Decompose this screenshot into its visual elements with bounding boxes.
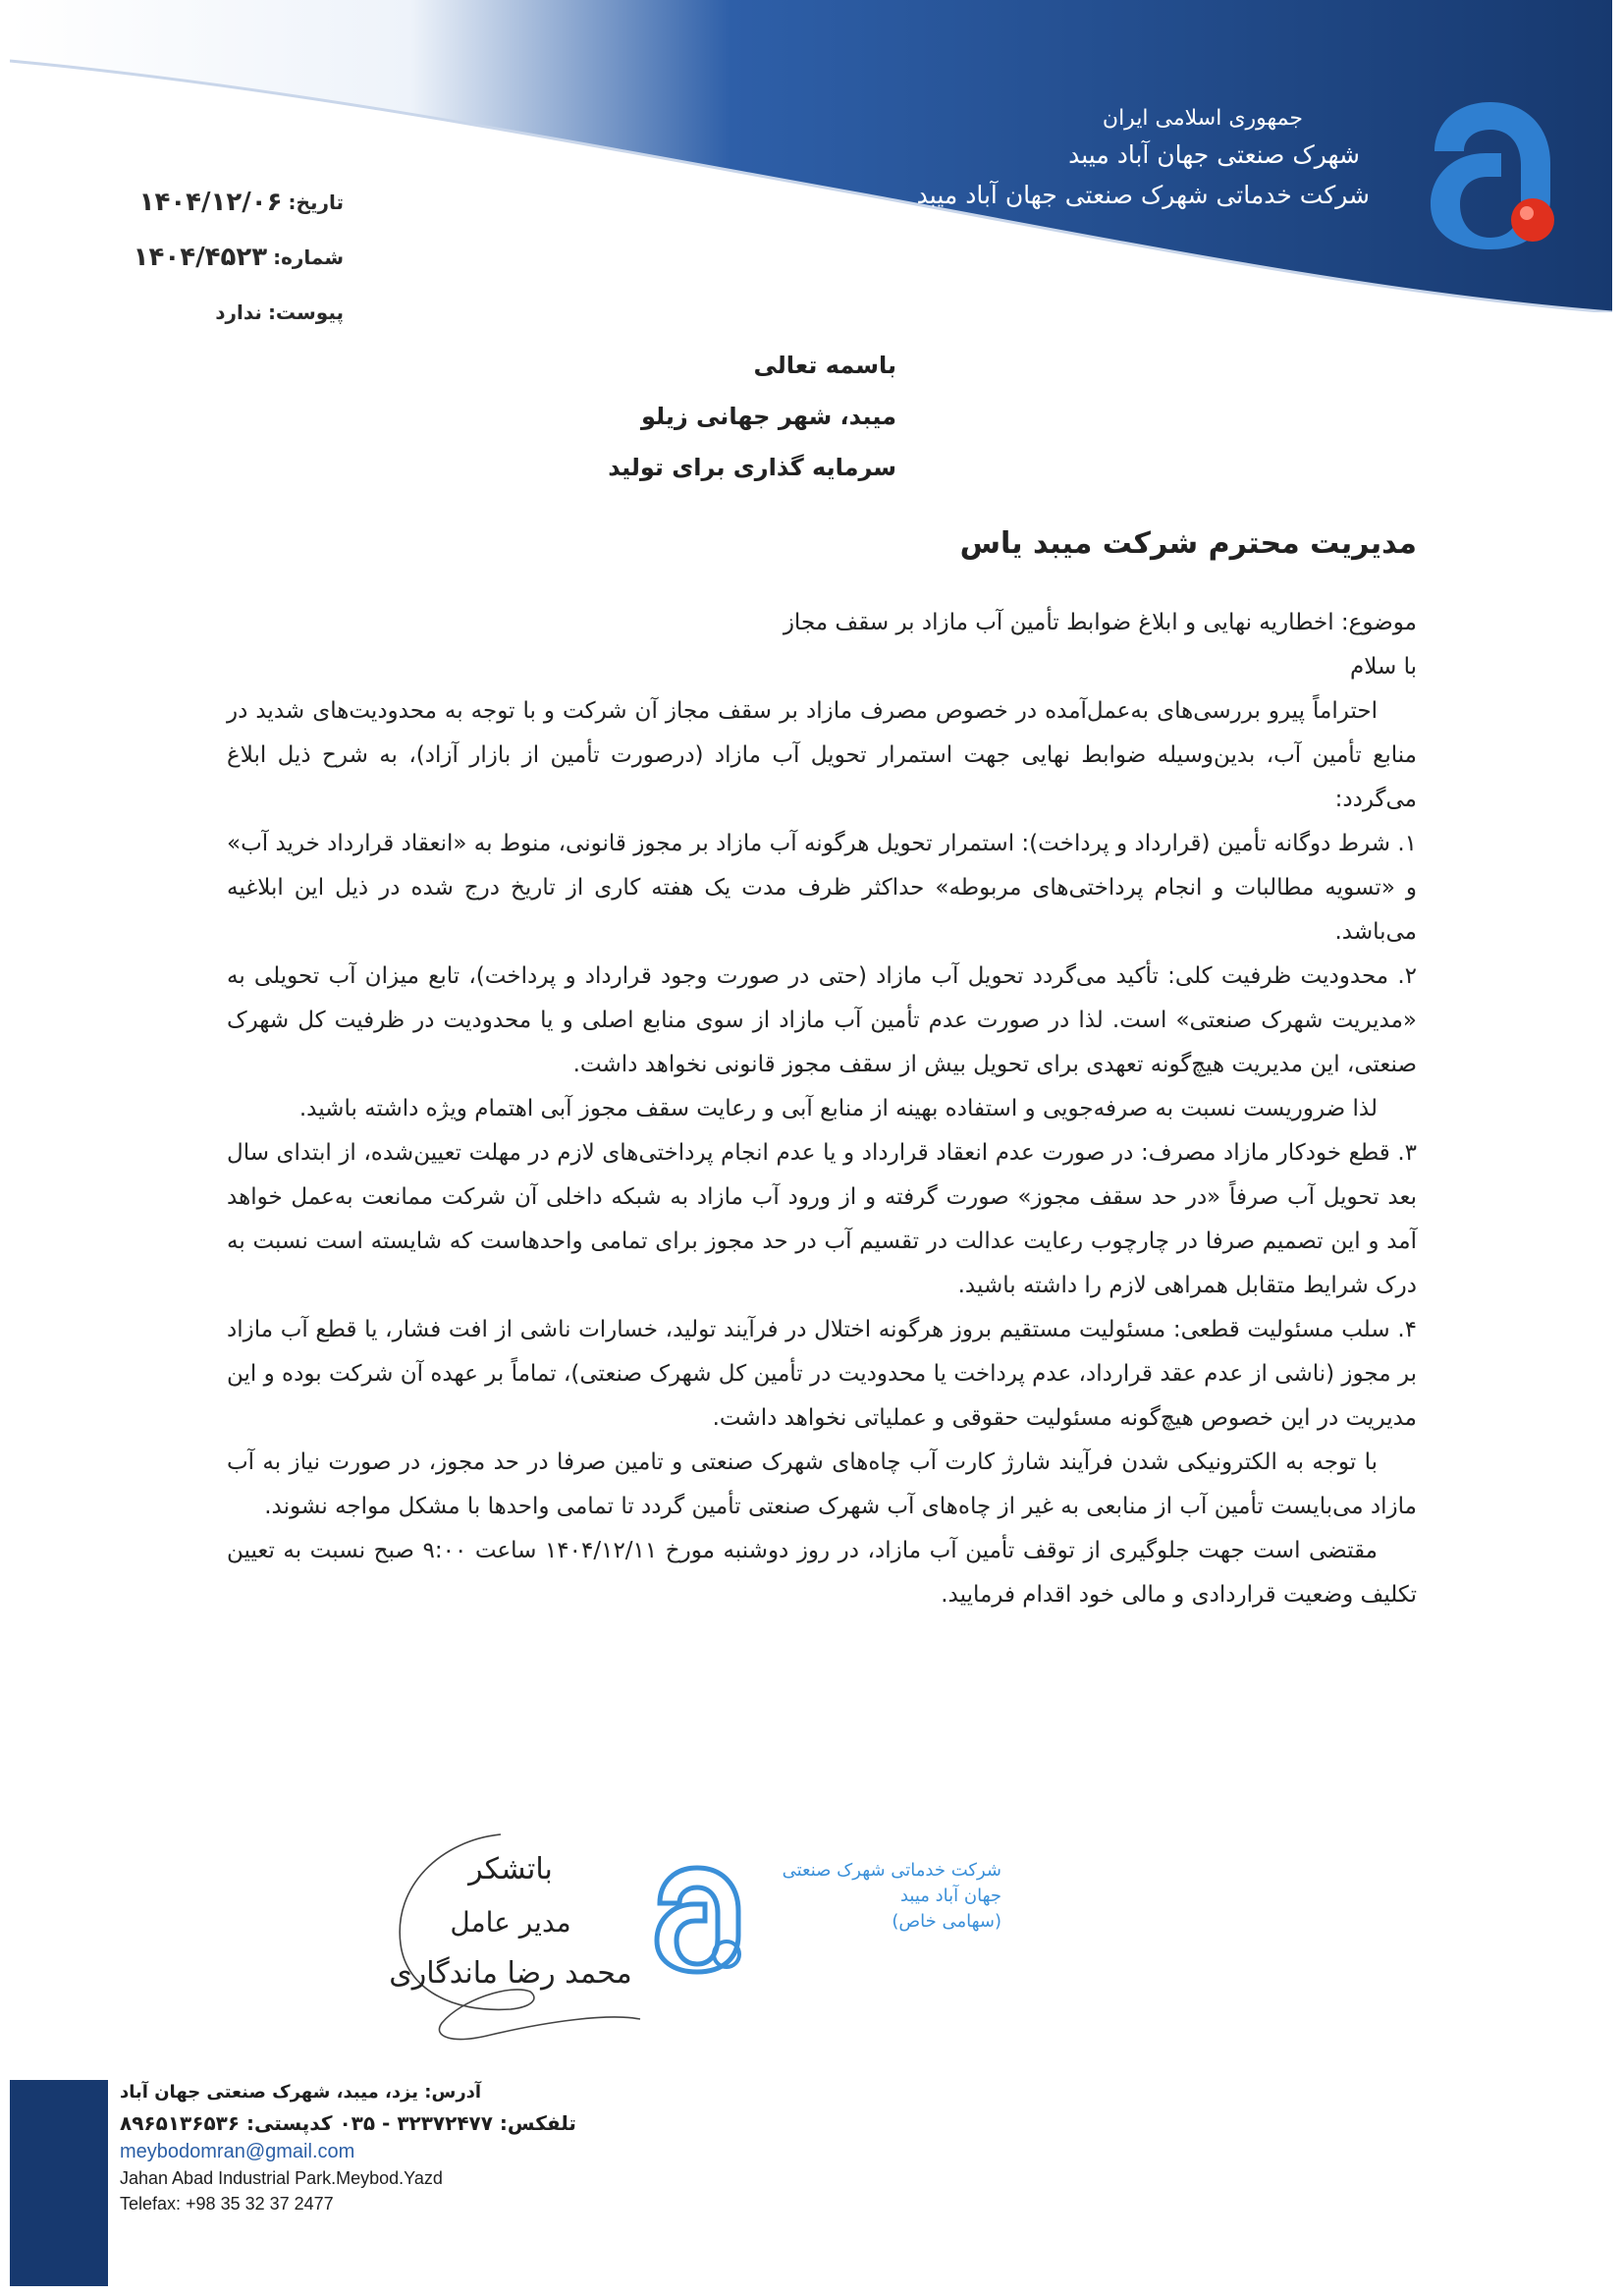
item-2-note: لذا ضروریست نسبت به صرفه‌جویی و استفاده بهینه از منابع آبی و رعایت سقف مجوز آبی اهتمام ویژه داشته باشید.: [298, 1096, 1378, 1121]
company-logo-icon: [1417, 94, 1564, 251]
subject-line: موضوع: اخطاریه نهایی و ابلاغ ضوابط تأمین آب مازاد بر سقف مجاز: [783, 610, 1417, 635]
item-1: ۱. شرط دوگانه تأمین (قرارداد و پرداخت): استمرار تحویل هرگونه آب مازاد بر مجوز قانونی، منوط به «انعقاد قرارداد خرید آب» و «تسویه مطالبات و انجام پرداختی‌های مربوطه» حداکثر ظرف مدت یک هفته کاری از تاریخ درج شده در ذیل این ابلاغیه می‌باشد.: [227, 831, 1417, 945]
date-label: تاریخ:: [288, 191, 344, 214]
stamp-line-1: شرکت خدماتی شهرک صنعتی: [782, 1860, 1001, 1881]
slogan-line-2: سرمایه گذاری برای تولید: [608, 454, 896, 481]
number-value: ۱۴۰۴/۴۵۲۳: [133, 243, 268, 272]
salutation: با سلام: [1350, 654, 1417, 680]
header-park-name: شهرک صنعتی جهان آباد میبد: [1068, 140, 1360, 169]
sign-thanks: باتشکر: [468, 1852, 553, 1886]
stamp-line-2: جهان آباد میبد: [899, 1886, 1001, 1906]
intro-paragraph: احتراماً پیرو بررسی‌های به‌عمل‌آمده در خصوص مصرف مازاد بر سقف مجاز آن شرکت و با توجه به محدودیت‌های شدید در منابع تأمین آب، بدین‌وسیله ضوابط نهایی جهت استمرار تحویل آب مازاد (درصورت تأمین از بازار آزاد)، به شرح ذیل ابلاغ می‌گردد:: [227, 698, 1417, 812]
letter-meta: [133, 175, 344, 340]
date-row: [137, 175, 344, 230]
header-org-text: [879, 106, 1370, 209]
footer-address: آدرس: یزد، میبد، شهرک صنعتی جهان آباد: [120, 2082, 482, 2103]
sign-title: مدیر عامل: [450, 1906, 571, 1939]
attachment-row: [137, 285, 344, 340]
stamp-text: [756, 1858, 1001, 1935]
number-row: [133, 230, 344, 285]
attachment-label: پیوست:: [267, 301, 344, 324]
slogan-line-1: میبد، شهر جهانی زیلو: [641, 403, 896, 430]
sign-name: محمد رضا ماندگاری: [389, 1956, 632, 1991]
footer: [120, 2082, 591, 2219]
signature-block: [373, 1852, 648, 1991]
company-stamp: [638, 1848, 1001, 1986]
footer-fax: Telefax: +98 35 32 37 2477: [120, 2194, 334, 2214]
date-value: ۱۴۰۴/۱۲/۰۶: [138, 188, 283, 217]
number-label: شماره:: [273, 246, 344, 269]
recipient: مدیریت محترم شرکت میبد یاس: [959, 526, 1417, 561]
footer-color-block: [10, 2080, 108, 2286]
footer-park: Jahan Abad Industrial Park.Meybod.Yazd: [120, 2168, 443, 2188]
item-3: ۳. قطع خودکار مازاد مصرف: در صورت عدم انعقاد قرارداد و یا عدم انجام پرداختی‌های لازم در مهلت تعیین‌شده، از ابتدای سال بعد تحویل آب صرفاً «در حد سقف مجوز» صورت گرفته و از ورود آب مازاد به شبکه داخلی آن شرکت ممانعت به‌عمل خواهد آمد و این تصمیم صرفا در چارچوب رعایت عدالت در تقسیم آب در حد مجوز برای تمامی واحدهاست که شایسته است نسبت به درک شرایط متقابل همراهی لازم را داشته باشید.: [227, 1140, 1417, 1298]
bismillah-line: باسمه تعالی: [753, 352, 896, 379]
item-4: ۴. سلب مسئولیت قطعی: مسئولیت مستقیم بروز هرگونه اختلال در فرآیند تولید، خسارات ناشی از افت فشار، یا قطع آب مازاد بر مجوز (ناشی از عدم عقد قرارداد، عدم پرداخت یا محدودیت در تأمین کل شهرک صنعتی)، تماماً بر عهده آن شرکت بوده و این مدیریت در این خصوص هیچ‌گونه مسئولیت حقوقی و عملیاتی نخواهد داشت.: [227, 1317, 1417, 1431]
closing-paragraph-1: با توجه به الکترونیکی شدن فرآیند شارژ کارت آب چاه‌های شهرک صنعتی و تامین صرفا در حد مجوز، در صورت نیاز به آب مازاد می‌بایست تأمین آب از منابعی به غیر از چاه‌های آب شهرک صنعتی تأمین گردد تا تمامی واحدها با مشکل مواجه نشوند.: [227, 1449, 1417, 1519]
header-country: جمهوری اسلامی ایران: [1102, 106, 1303, 131]
header-company-name: شرکت خدماتی شهرک صنعتی جهان آباد میبد: [916, 181, 1370, 209]
item-2: ۲. محدودیت ظرفیت کلی: تأکید می‌گردد تحویل آب مازاد (حتی در صورت وجود قرارداد و پرداخت)، تابع میزان آب تحویلی به «مدیریت شهرک صنعتی» است. لذا در صورت عدم تأمین آب مازاد از سوی منابع اصلی و یا محدودیت در ظرفیت کل شهرک صنعتی، این مدیریت هیچ‌گونه تعهدی برای تحویل بیش از سقف مجوز قانونی نخواهد داشت.: [227, 963, 1417, 1077]
attachment-value: ندارد: [215, 301, 262, 324]
footer-email[interactable]: meybodomran@gmail.com: [120, 2141, 355, 2162]
stamp-line-3: (سهامی خاص): [892, 1911, 1001, 1932]
letter-body: [227, 601, 1417, 1617]
stamp-logo-icon: [648, 1862, 746, 1976]
closing-paragraph-2: مقتضی است جهت جلوگیری از توقف تأمین آب مازاد، در روز دوشنبه مورخ ۱۴۰۴/۱۲/۱۱ ساعت ۹:۰۰ صبح نسبت به تعیین تکلیف وضعیت قراردادی و مالی خود اقدام فرمایید.: [227, 1538, 1417, 1608]
opening-lines: [406, 352, 896, 505]
footer-telfax: تلفکس: ۳۲۳۷۲۴۷۷ - ۰۳۵ کدپستی: ۸۹۶۵۱۳۶۵۳۶: [120, 2111, 576, 2135]
